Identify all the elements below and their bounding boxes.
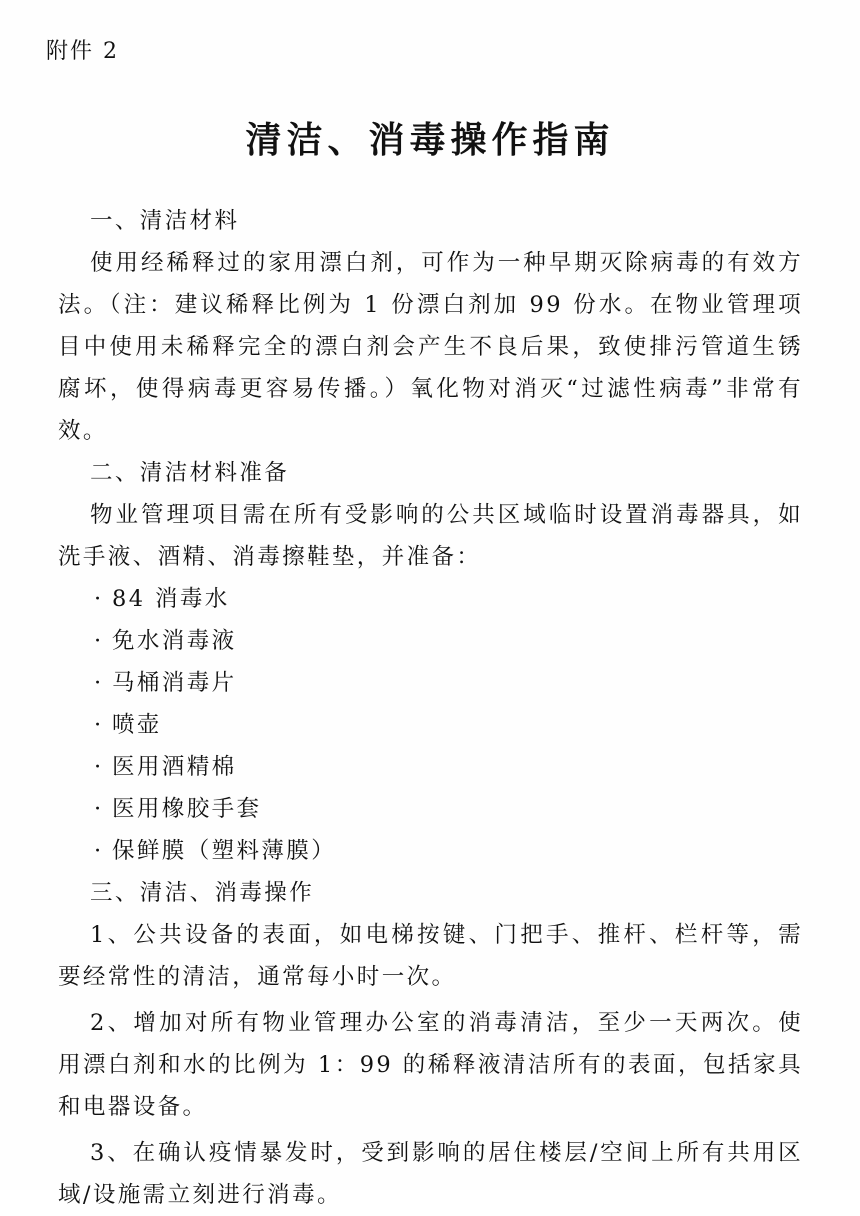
- bullet: ·: [94, 838, 104, 864]
- bullet: ·: [94, 796, 104, 822]
- list-item-text: 医用橡胶手套: [112, 796, 262, 822]
- list-item: [94, 620, 803, 662]
- list-item-text: 喷壶: [112, 712, 162, 738]
- list-item: [94, 830, 803, 872]
- bullet: ·: [94, 712, 104, 738]
- list-item-text: 免水消毒液: [112, 628, 237, 654]
- list-item: [94, 788, 803, 830]
- list-item-text: 医用酒精棉: [112, 754, 237, 780]
- list-item-text: 84 消毒水: [112, 586, 230, 612]
- list-item: [94, 662, 803, 704]
- section-3-paragraph-2: 2、增加对所有物业管理办公室的消毒清洁，至少一天两次。使用漂白剂和水的比例为 1：99 的稀释液清洁所有的表面，包括家具和电器设备。: [58, 1010, 803, 1120]
- list-item: [94, 704, 803, 746]
- section-3-paragraph-1: 1、公共设备的表面，如电梯按键、门把手、推杆、栏杆等，需要经常性的清洁，通常每小时一次。: [58, 922, 803, 990]
- bullet: ·: [94, 670, 104, 696]
- supplies-list: [58, 578, 803, 872]
- page-title: 清洁、消毒操作指南: [245, 119, 615, 161]
- section-2-paragraph: 物业管理项目需在所有受影响的公共区域临时设置消毒器具，如洗手液、酒精、消毒擦鞋垫，并准备：: [58, 502, 803, 570]
- bullet: ·: [94, 586, 104, 612]
- attachment-label: 附件 2: [46, 39, 119, 64]
- document-body: [58, 200, 803, 1216]
- section-1-paragraph: 使用经稀释过的家用漂白剂，可作为一种早期灭除病毒的有效方法。（注：建议稀释比例为 1 份漂白剂加 99 份水。在物业管理项目中使用未稀释完全的漂白剂会产生不良后果，致使排污管道生锈腐坏，使得病毒更容易传播。）氧化物对消灭“过滤性病毒”非常有效。: [58, 250, 803, 444]
- list-item-text: 保鲜膜（塑料薄膜）: [112, 838, 337, 864]
- section-2-heading: 二、清洁材料准备: [90, 460, 290, 486]
- section-3-paragraph-3: 3、在确认疫情暴发时，受到影响的居住楼层/空间上所有共用区域/设施需立刻进行消毒。: [58, 1140, 803, 1208]
- section-3-heading: 三、清洁、消毒操作: [90, 880, 315, 906]
- section-1-heading: 一、清洁材料: [90, 208, 240, 234]
- list-item-text: 马桶消毒片: [112, 670, 237, 696]
- bullet: ·: [94, 628, 104, 654]
- list-item: [94, 578, 803, 620]
- list-item: [94, 746, 803, 788]
- bullet: ·: [94, 754, 104, 780]
